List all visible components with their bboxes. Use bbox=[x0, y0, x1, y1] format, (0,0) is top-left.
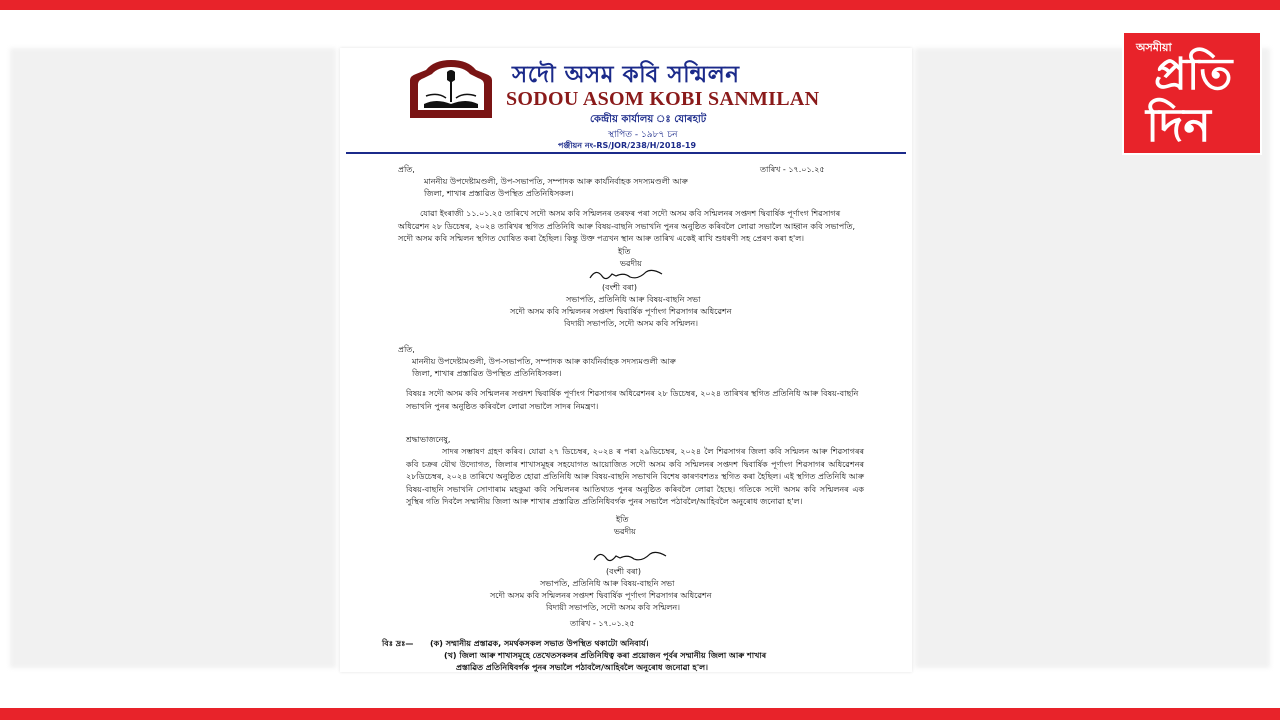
letter1-signer-name: (বংশী বৰা) bbox=[602, 283, 637, 292]
logo-small-text: অসমীয়া bbox=[1136, 41, 1172, 54]
note-b-line2: প্ৰস্তাৱিত প্ৰতিনিধিবৰ্গক পুনৰ সভালৈ পঠাবলৈ/আহিবলৈ অনুৰোধ জনোৱা হ'ল। bbox=[456, 663, 708, 672]
letter2-signature bbox=[590, 548, 670, 566]
letter2-signer-name: (বংশী বৰা) bbox=[606, 567, 641, 576]
letter2-salutation: শ্ৰদ্ধাভাজনেষু, bbox=[406, 435, 451, 444]
letter2-iti: ইতি bbox=[616, 515, 629, 524]
letter2-signer-role2: সদৌ অসম কবি সন্মিলনৰ সপ্তদশ দ্বিবাৰ্ষিক পূৰ্ণাংগ শিৱসাগৰ অধিৱেশন bbox=[490, 591, 712, 600]
letter-document bbox=[340, 48, 912, 672]
org-name-assamese: সদৌ অসম কবি সন্মিলন bbox=[512, 61, 740, 88]
letter2-date: তাৰিখ - ১৭.০১.২৫ bbox=[570, 619, 635, 628]
letter1-date: তাৰিখ - ১৭.০১.২৫ bbox=[760, 165, 825, 174]
sanmilan-emblem bbox=[406, 58, 496, 120]
logo-line1: প্ৰতি bbox=[1154, 49, 1233, 100]
letter1-address-line2: জিলা, শাখাৰ প্ৰস্তাৱিত উপস্থিত প্ৰতিনিধিসকল। bbox=[424, 189, 574, 198]
letter1-iti: ইতি bbox=[618, 247, 631, 256]
logo-line2: দিন bbox=[1146, 98, 1211, 152]
letter1-body: যোৱা ইংৰাজী ১১.০১.২৫ তাৰিখে সদৌ অসম কবি সন্মিলনৰ তৰফৰ পৰা সদৌ অসম কবি সন্মিলনৰ সপ্তদশ দ্বিবাৰ্ষিক পূৰ্ণাংগ শিৱসাগৰ অধিৱেশন ২৮ ডিচেম্বৰ, ২০২৪ তাৰিখৰ স্থগিত প্ৰতিনিধি আৰু বিষয়-বাছনি সভাখনি পুনৰ অনুষ্ঠিত কৰিবলৈ লোৱা সভালৈ আহ্বান কবি সভাপতি, সদৌ অসম কবি সন্মিলন স্থগিত ঘোষিত কৰা হৈছিল। কিন্তু উক্ত পত্ৰখন স্থান আৰু তাৰিখ একেই ৰাখি শুধৰণী সহ প্ৰেৰণ কৰা হ'ল। bbox=[398, 209, 856, 244]
pratidin-logo bbox=[1122, 31, 1262, 155]
established-year: স্থাপিত - ১৯৮৭ চন bbox=[608, 130, 678, 140]
letter1-address-line1: মাননীয় উপদেষ্টামণ্ডলী, উপ-সভাপতি, সম্পাদক আৰু কাৰ্যনিৰ্বাহক সদস্যমণ্ডলী আৰু bbox=[424, 177, 688, 186]
blurred-background-left bbox=[10, 48, 336, 668]
letter2-address-line2: জিলা, শাখাৰ প্ৰস্তাৱিত উপস্থিত প্ৰতিনিধিসকল। bbox=[412, 369, 562, 378]
letter1-recipient-label: প্ৰতি, bbox=[398, 165, 415, 174]
letter2-bhavadiya: ভৱদীয় bbox=[614, 527, 636, 536]
header-divider bbox=[346, 152, 906, 154]
letter2-body: সাদৰ সম্ভাষণ গ্ৰহণ কৰিব। যোৱা ২৭ ডিচেম্বৰ, ২০২৪ ৰ পৰা ২৯ডিচেম্বৰ, ২০২৪ লৈ শিৱসাগৰ জিলা কবি সন্মিলন আৰু শিৱসাগৰৰ কবি চক্ৰৰ যৌথ উদ্যোগত, জিলাৰ শাখাসমূহৰ সহযোগত আয়োজিত সদৌ অসম কবি সন্মিলনৰ সপ্তদশ দ্বিবাৰ্ষিক পূৰ্ণাংগ শিৱসাগৰ অধিৱেশনৰ ২৮ডিচেম্বৰ, ২০২৪ তাৰিখে অনুষ্ঠিত হোৱা প্ৰতিনিধি আৰু বিষয়-বাছনি সভাখনি বিশেষ কাৰণবশতঃ স্থগিত কৰা হৈছিল। এই স্থগিত প্ৰতিনিধি আৰু বিষয়-বাছনি সভাখনি সোণাৰাম মহকুমা কবি সন্মিলনৰ আতিথ্যত পুনৰ অনুষ্ঠিত কৰিবলৈ লোৱা হৈছে। গতিকে সদৌ অসম কবি সন্মিলনৰ এক সুস্থিৰ গতি দিবলৈ সম্মানীয় জিলা আৰু শাখাৰ প্ৰস্তাৱিত প্ৰতিনিধিবৰ্গক পুনৰ সভালৈ পঠাবলৈ/আহিবলৈ অনুৰোধ জনোৱা হ'ল। bbox=[406, 447, 864, 507]
registration-number: পঞ্জীয়ন নং-RS/JOR/238/H/2018-19 bbox=[558, 141, 697, 150]
letter1-signer-role3: বিদায়ী সভাপতি, সদৌ অসম কবি সন্মিলন। bbox=[564, 319, 699, 328]
letter1-bhavadiya: ভৱদীয় bbox=[620, 259, 642, 268]
letter1-signer-role1: সভাপতি, প্ৰতিনিধি আৰু বিষয়-বাছনি সভা bbox=[566, 295, 701, 304]
letter2-subject: বিষয়ঃ সদৌ অসম কবি সন্মিলনৰ সপ্তদশ দ্বিবাৰ্ষিক পূৰ্ণাংগ শিৱসাগৰ অধিৱেশনৰ ২৮ ডিচেম্বৰ, ২০২৪ তাৰিখৰ স্থগিত প্ৰতিনিধি আৰু বিষয়-বাছনি সভাখনি পুনৰ অনুষ্ঠিত কৰিবলৈ লোৱা সভালৈ সাদৰ নিমন্ত্ৰণ। bbox=[406, 389, 859, 411]
letter2-signer-role1: সভাপতি, প্ৰতিনিধি আৰু বিষয়-বাছনি সভা bbox=[540, 579, 675, 588]
letter2-address-line1: মাননীয় উপদেষ্টামণ্ডলী, উপ-সভাপতি, সম্পাদক আৰু কাৰ্যনিৰ্বাহক সদস্যমণ্ডলী আৰু bbox=[412, 357, 676, 366]
letter1-signer-role2: সদৌ অসম কবি সন্মিলনৰ সপ্তদশ দ্বিবাৰ্ষিক পূৰ্ণাংগ শিৱসাগৰ অধিৱেশন bbox=[510, 307, 732, 316]
notes-label: বিঃ দ্ৰঃ— bbox=[382, 639, 414, 648]
org-name-english: SODOU ASOM KOBI SANMILAN bbox=[506, 88, 820, 110]
letter2-signer-role3: বিদায়ী সভাপতি, সদৌ অসম কবি সন্মিলন। bbox=[546, 603, 681, 612]
note-a: (ক) সম্মানীয় প্ৰস্তাৱক, সমৰ্থকসকল সভাত উপস্থিত থকাটো অনিবাৰ্য। bbox=[430, 639, 649, 648]
screen-background bbox=[0, 10, 1280, 708]
note-b-line1: (খ) জিলা আৰু শাখাসমূহে তেখেতসকলৰ প্ৰতিনিধিত্ব কৰা প্ৰয়োজন পূৰ্বৰ সম্মানীয় জিলা আৰু শাখাৰ bbox=[444, 651, 767, 660]
office-address: কেন্দ্ৰীয় কাৰ্যালয় ঃ যোৰহাট bbox=[590, 114, 707, 125]
letter2-recipient-label: প্ৰতি, bbox=[398, 345, 415, 354]
